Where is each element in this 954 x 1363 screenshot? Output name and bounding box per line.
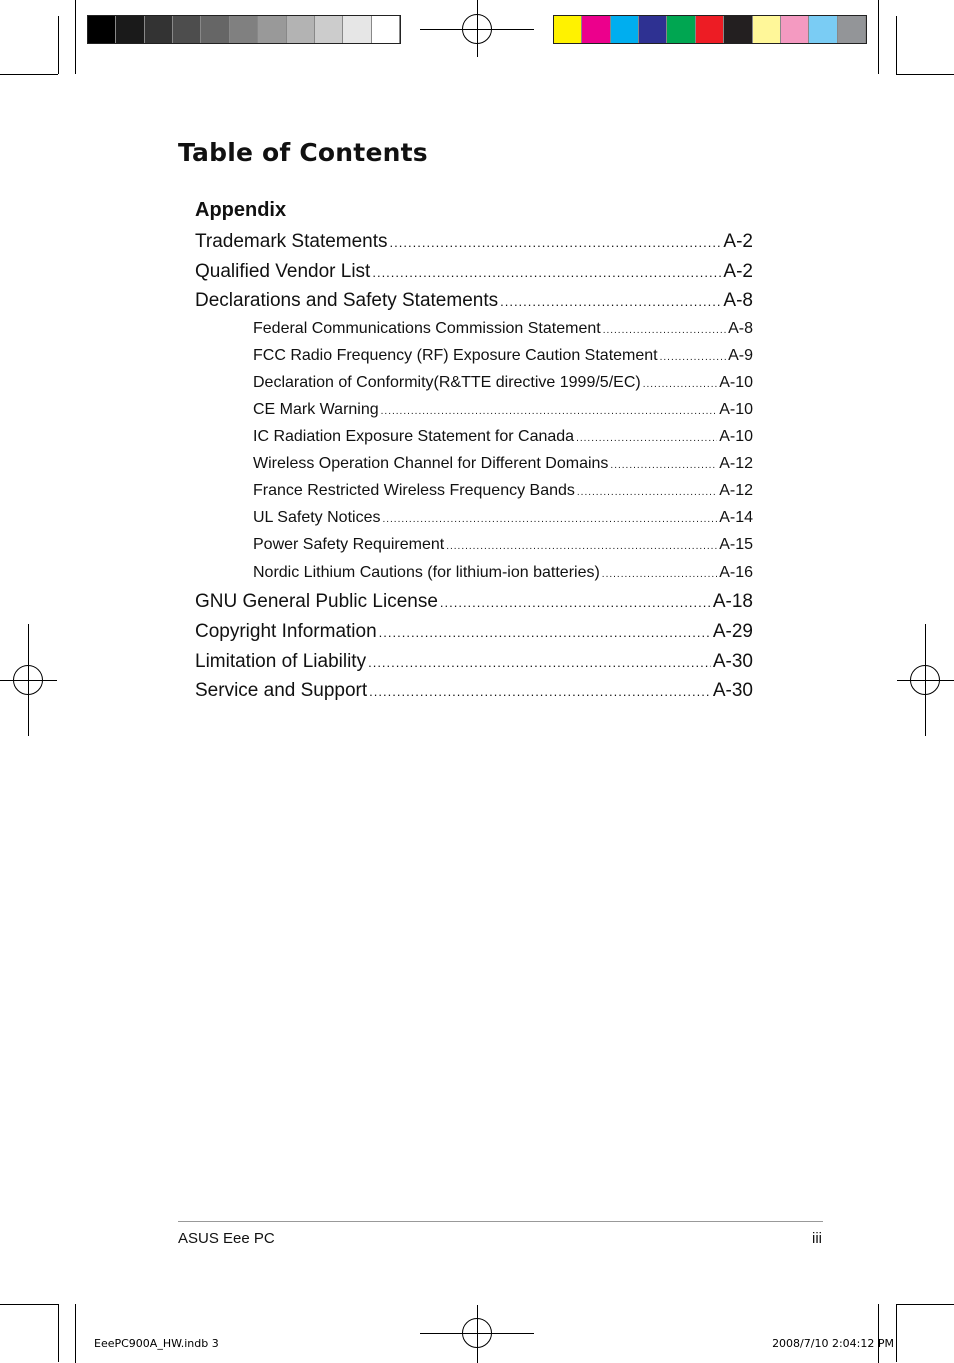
toc-dot-leader	[369, 684, 711, 699]
toc-entry-title: Declarations and Safety Statements	[195, 290, 499, 311]
page-title: Table of Contents	[178, 138, 428, 167]
grayscale-color-bar	[87, 15, 401, 44]
toc-entry-title: Power Safety Requirement	[253, 536, 445, 553]
toc-entry[interactable]	[195, 231, 753, 253]
print-slug-file: EeePC900A_HW.indb 3	[94, 1337, 219, 1350]
toc-entry-page: A-16	[719, 564, 753, 581]
color-swatch	[258, 16, 286, 43]
toc-entry-page: A-12	[719, 455, 753, 472]
toc-entry-page: A-10	[719, 374, 753, 391]
color-swatch	[116, 16, 144, 43]
toc-entry-title: CE Mark Warning	[253, 401, 379, 418]
color-swatch	[145, 16, 173, 43]
toc-entry[interactable]	[195, 621, 753, 643]
section-heading: Appendix	[195, 199, 287, 221]
print-slug-timestamp: 2008/7/10 2:04:12 PM	[772, 1337, 894, 1350]
toc-dot-leader	[440, 595, 711, 610]
toc-entry-page: A-12	[719, 482, 753, 499]
color-swatch	[753, 16, 781, 43]
color-swatch	[173, 16, 201, 43]
color-swatch	[667, 16, 695, 43]
toc-entry[interactable]	[195, 261, 753, 283]
toc-entry-page: A-8	[728, 320, 753, 337]
color-swatch	[372, 16, 400, 43]
toc-entry-page: A-10	[719, 401, 753, 418]
toc-entry-title: Qualified Vendor List	[195, 261, 371, 282]
toc-dot-leader	[446, 541, 717, 552]
toc-entry-title: Copyright Information	[195, 621, 377, 642]
toc-dot-leader	[382, 514, 717, 525]
toc-dot-leader	[372, 265, 721, 280]
toc-entry[interactable]	[253, 509, 753, 527]
toc-dot-leader	[500, 294, 721, 309]
toc-entry[interactable]	[195, 290, 753, 312]
toc-entry[interactable]	[253, 482, 753, 500]
toc-dot-leader	[379, 625, 711, 640]
color-swatch	[287, 16, 315, 43]
toc-entry[interactable]	[195, 680, 753, 702]
color-swatch	[838, 16, 866, 43]
toc-entry-page: A-8	[723, 290, 753, 311]
color-swatch	[809, 16, 837, 43]
toc-entry-page: A-2	[723, 261, 753, 282]
toc-entry-page: A-14	[719, 509, 753, 526]
color-swatch	[554, 16, 582, 43]
toc-entry-title: France Restricted Wireless Frequency Bands	[253, 482, 575, 499]
toc-entry-title: GNU General Public License	[195, 591, 438, 612]
footer-product-name: ASUS Eee PC	[178, 1230, 275, 1247]
toc-entry-page: A-2	[723, 231, 753, 252]
color-swatch	[724, 16, 752, 43]
toc-entry[interactable]	[253, 374, 753, 392]
toc-entry-page: A-18	[712, 591, 753, 612]
toc-entry[interactable]	[195, 651, 753, 673]
footer-page-number: iii	[812, 1230, 822, 1247]
toc-dot-leader	[381, 406, 718, 417]
toc-entry-title: Nordic Lithium Cautions (for lithium-ion batteries)	[253, 564, 600, 581]
toc-dot-leader	[610, 460, 717, 471]
toc-entry-page: A-29	[712, 621, 753, 642]
toc-dot-leader	[660, 352, 726, 363]
color-swatch	[230, 16, 258, 43]
color-swatch	[201, 16, 229, 43]
toc-dot-leader	[602, 569, 717, 580]
toc-dot-leader	[577, 487, 717, 498]
toc-entry-title: Trademark Statements	[195, 231, 388, 252]
toc-dot-leader	[368, 655, 711, 670]
color-swatch	[343, 16, 371, 43]
toc-entry[interactable]	[253, 320, 753, 338]
toc-entry-page: A-15	[719, 536, 753, 553]
color-swatch	[88, 16, 116, 43]
toc-entry-title: IC Radiation Exposure Statement for Canada	[253, 428, 575, 445]
toc-entry[interactable]	[253, 564, 753, 582]
toc-entry-title: Wireless Operation Channel for Different Domains	[253, 455, 609, 472]
toc-entry[interactable]	[253, 401, 753, 419]
toc-entry-page: A-30	[712, 680, 753, 701]
toc-entry-page: A-10	[719, 428, 753, 445]
toc-dot-leader	[643, 379, 718, 390]
color-swatch	[639, 16, 667, 43]
toc-dot-leader	[576, 433, 717, 444]
color-swatch	[582, 16, 610, 43]
toc-entry-page: A-9	[728, 347, 753, 364]
toc-dot-leader	[603, 325, 726, 336]
color-swatch	[696, 16, 724, 43]
toc-entry-title: FCC Radio Frequency (RF) Exposure Caution Statement	[253, 347, 658, 364]
toc-entry-title: Declaration of Conformity(R&TTE directive 1999/5/EC)	[253, 374, 641, 391]
color-swatch	[315, 16, 343, 43]
toc-entry[interactable]	[253, 428, 753, 446]
toc-entry[interactable]	[253, 347, 753, 365]
toc-entry-title: UL Safety Notices	[253, 509, 381, 526]
toc-entry[interactable]	[253, 536, 753, 554]
process-color-bar	[553, 15, 867, 44]
toc-entry-title: Limitation of Liability	[195, 651, 367, 672]
toc-entry[interactable]	[195, 591, 753, 613]
color-swatch	[611, 16, 639, 43]
color-swatch	[781, 16, 809, 43]
toc-entry-page: A-30	[712, 651, 753, 672]
toc-dot-leader	[390, 235, 722, 250]
footer-divider	[178, 1221, 823, 1222]
toc-entry[interactable]	[253, 455, 753, 473]
toc-entry-title: Service and Support	[195, 680, 368, 701]
toc-entry-title: Federal Communications Commission Statement	[253, 320, 601, 337]
